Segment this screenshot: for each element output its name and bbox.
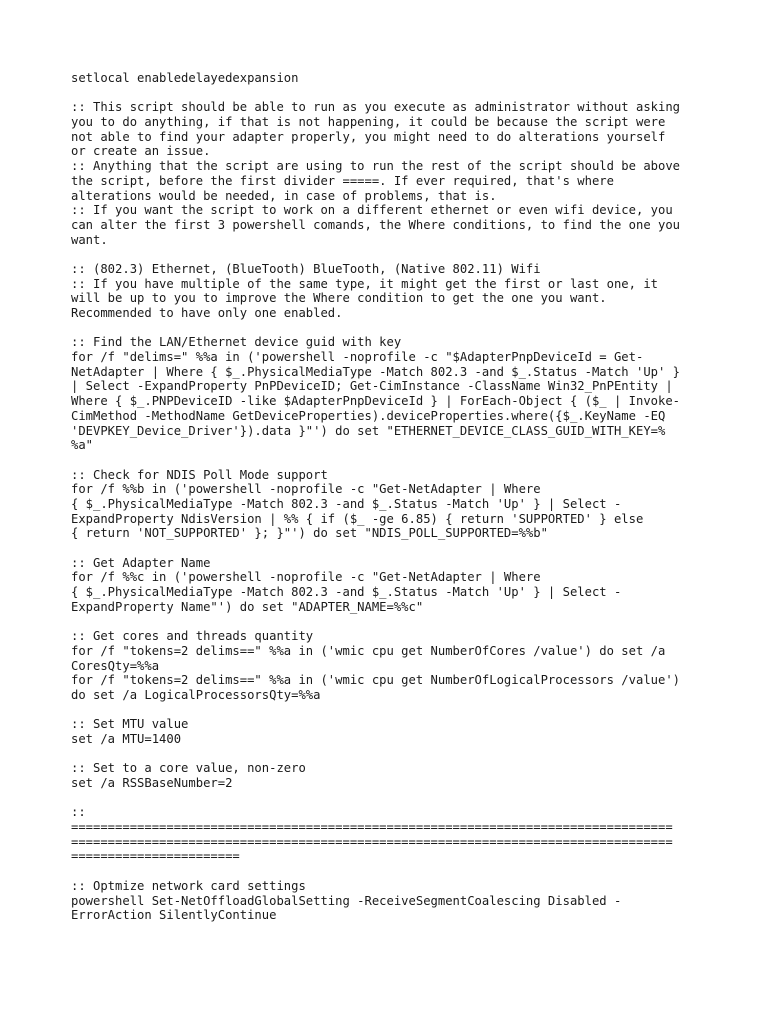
code-line: ======================= [71,849,240,864]
code-paragraph [71,879,701,923]
document-body [71,71,701,938]
code-line: %a" [71,438,94,453]
code-line: you to do anything, if that is not happening, it could be because the script were [71,115,666,130]
code-line: 'DEVPKEY_Device_Driver'}).data }"') do set "ETHERNET_DEVICE_CLASS_GUID_WITH_KEY=% [71,423,666,438]
code-line: for /f %%b in ('powershell -noprofile -c "Get-NetAdapter | Where [71,482,541,497]
code-line: CoresQty=%%a [71,658,160,673]
code-paragraph [71,556,701,615]
code-line: for /f "tokens=2 delims==" %%a in ('wmic cpu get NumberOfLogicalProcessors /value') [71,673,681,688]
code-line: Where { $_.PNPDeviceID -like $AdapterPnpDeviceId } | ForEach-Object { ($_ | Invoke- [71,394,681,409]
code-line: alterations would be needed, in case of problems, that is. [71,188,497,203]
code-line: ================================================================================== [71,834,673,849]
code-paragraph [71,761,701,790]
code-line: :: This script should be able to run as you execute as administrator without asking [71,100,681,115]
code-paragraph [71,335,701,453]
code-line: :: (802.3) Ethernet, (BlueTooth) BlueTooth, (Native 802.11) Wifi [71,261,541,276]
code-line: for /f %%c in ('powershell -noprofile -c "Get-NetAdapter | Where [71,570,541,585]
code-line: :: If you want the script to work on a different ethernet or even wifi device, you [71,203,673,218]
code-line: want. [71,232,108,247]
code-line: { return 'NOT_SUPPORTED' }; }"') do set "NDIS_POLL_SUPPORTED=%%b" [71,526,548,541]
code-line: can alter the first 3 powershell comands, the Where conditions, to find the one you [71,217,681,232]
code-line: for /f "delims=" %%a in ('powershell -noprofile -c "$AdapterPnpDeviceId = Get- [71,350,644,365]
code-paragraph [71,71,701,86]
code-line: or create an issue. [71,144,211,159]
code-line: :: Optmize network card settings [71,878,306,893]
code-line: Recommended to have only one enabled. [71,306,343,320]
code-line: not able to find your adapter properly, you might need to do alterations yourself [71,129,666,144]
code-paragraph [71,262,701,321]
code-line: CimMethod -MethodName GetDeviceProperties).deviceProperties.where({$_.KeyName -EQ [71,408,666,423]
code-line: :: [71,805,86,820]
code-line: :: Set to a core value, non-zero [71,761,306,776]
code-paragraph [71,468,701,541]
code-line: will be up to you to improve the Where condition to get the one you want. [71,291,607,306]
code-line: NetAdapter | Where { $_.PhysicalMediaType -Match 802.3 -and $_.Status -Match 'Up' } [71,364,681,379]
code-line: { $_.PhysicalMediaType -Match 802.3 -and $_.Status -Match 'Up' } | Select - [71,496,622,511]
code-line: :: Find the LAN/Ethernet device guid with key [71,335,402,350]
code-paragraph [71,100,701,247]
code-line: powershell Set-NetOffloadGlobalSetting -ReceiveSegmentCoalescing Disabled - [71,893,622,908]
code-line: setlocal enabledelayedexpansion [71,71,299,85]
code-line: for /f "tokens=2 delims==" %%a in ('wmic cpu get NumberOfCores /value') do set /a [71,643,666,658]
code-paragraph [71,717,701,746]
code-line: ExpandProperty Name"') do set "ADAPTER_NAME=%%c" [71,599,424,614]
code-line: do set /a LogicalProcessorsQty=%%a [71,687,321,702]
code-line: ErrorAction SilentlyContinue [71,908,277,923]
code-line: ExpandProperty NdisVersion | %% { if ($_ -ge 6.85) { return 'SUPPORTED' } else [71,511,644,526]
code-line: the script, before the first divider =====. If ever required, that's where [71,173,614,188]
code-line: :: Check for NDIS Poll Mode support [71,467,328,482]
code-paragraph [71,805,701,864]
code-line: :: Get Adapter Name [71,555,211,570]
code-line: set /a RSSBaseNumber=2 [71,776,233,790]
code-line: :: Anything that the script are using to run the rest of the script should be above [71,159,681,174]
code-line: :: If you have multiple of the same type, it might get the first or last one, it [71,276,658,291]
code-line: | Select -ExpandProperty PnPDeviceID; Get-CimInstance -ClassName Win32_PnPEntity | [71,379,673,394]
code-paragraph [71,629,701,702]
code-line: set /a MTU=1400 [71,731,182,746]
code-line: :: Get cores and threads quantity [71,629,314,644]
code-line: ================================================================================== [71,820,673,835]
code-line: { $_.PhysicalMediaType -Match 802.3 -and $_.Status -Match 'Up' } | Select - [71,585,622,600]
code-line: :: Set MTU value [71,717,189,732]
